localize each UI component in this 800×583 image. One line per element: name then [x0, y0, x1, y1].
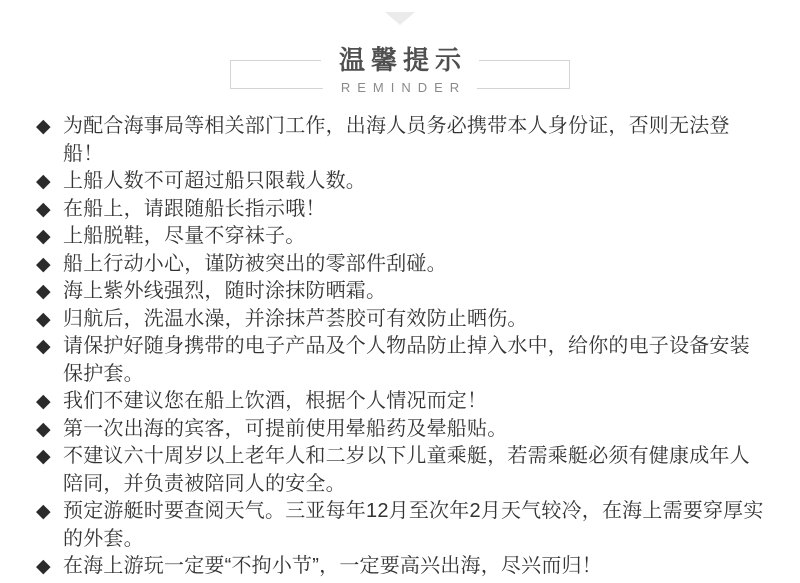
list-item — [36, 251, 768, 279]
list-item — [36, 196, 768, 224]
reminder-text: 归航后，洗温水澡，并涂抹芦荟胶可有效防止晒伤。 — [63, 307, 528, 330]
diamond-bullet-icon: ◆ — [36, 226, 51, 247]
reminder-text: 不建议六十周岁以上老年人和二岁以下儿童乘艇，若需乘艇必须有健康成年人陪同，并负责被陪同人的安全。 — [63, 445, 750, 495]
reminder-text: 上船脱鞋，尽量不穿袜子。 — [63, 225, 306, 247]
reminder-text: 上船人数不可超过船只限载人数。 — [63, 170, 366, 192]
list-item — [36, 306, 768, 334]
triangle-down-icon — [385, 12, 415, 25]
list-item — [36, 168, 768, 196]
list-item — [36, 553, 768, 581]
diamond-bullet-icon: ◆ — [36, 336, 51, 357]
reminder-list — [0, 113, 800, 581]
list-item — [36, 498, 768, 553]
reminder-text: 在海上游玩一定要“不拘小节”，一定要高兴出海，尽兴而归！ — [63, 555, 602, 577]
diamond-bullet-icon: ◆ — [36, 281, 51, 302]
list-item — [36, 278, 768, 306]
diamond-bullet-icon: ◆ — [36, 116, 51, 137]
title-frame — [230, 45, 570, 95]
reminder-text: 第一次出海的宾客，可提前使用晕船药及晕船贴。 — [63, 417, 508, 440]
reminder-text: 为配合海事局等相关部门工作，出海人员务必携带本人身份证，否则无法登船！ — [63, 115, 730, 165]
diamond-bullet-icon: ◆ — [36, 308, 51, 330]
list-item — [36, 416, 768, 444]
reminder-text: 在船上，请跟随船长指示哦！ — [63, 197, 326, 220]
diamond-bullet-icon: ◆ — [36, 253, 51, 275]
diamond-bullet-icon: ◆ — [36, 501, 51, 522]
diamond-bullet-icon: ◆ — [36, 418, 51, 440]
reminder-text: 船上行动小心，谨防被突出的零部件刮碰。 — [63, 252, 447, 275]
diamond-bullet-icon: ◆ — [36, 171, 51, 192]
reminder-text: 我们不建议您在船上饮酒，根据个人情况而定！ — [63, 390, 488, 412]
page-header — [0, 0, 800, 95]
page-subtitle: REMINDER — [323, 79, 477, 97]
diamond-bullet-icon: ◆ — [36, 198, 51, 220]
list-item — [36, 443, 768, 498]
diamond-bullet-icon: ◆ — [36, 446, 51, 467]
list-item — [36, 223, 768, 251]
reminder-text: 海上紫外线强烈，随时涂抹防晒霜。 — [63, 280, 387, 302]
page-title: 温馨提示 — [321, 43, 479, 77]
list-item — [36, 388, 768, 416]
reminder-text: 请保护好随身携带的电子产品及个人物品防止掉入水中，给你的电子设备安装保护套。 — [63, 335, 750, 385]
reminder-text: 预定游艇时要查阅天气。三亚每年12月至次年2月天气较冷，在海上需要穿厚实的外套。 — [63, 500, 764, 550]
diamond-bullet-icon: ◆ — [36, 556, 51, 577]
list-item — [36, 333, 768, 388]
list-item — [36, 113, 768, 168]
diamond-bullet-icon: ◆ — [36, 391, 51, 412]
